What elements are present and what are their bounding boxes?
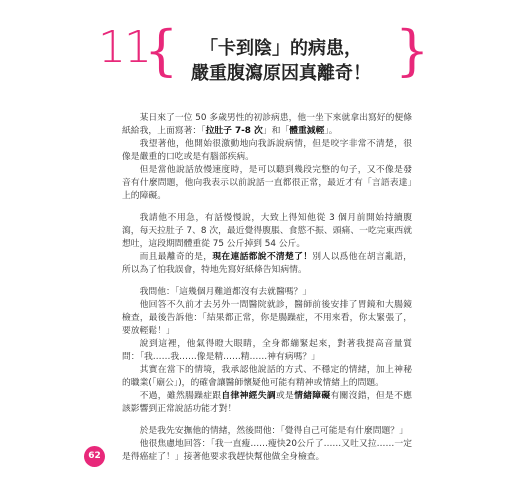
paragraph-10-text-e: 有關沒錯，但是不應該影響到正常說話功能才對！: [122, 391, 412, 414]
paragraph-4: 我請他不用急，有話慢慢說，大致上得知他從 3 個月前開始持續腹瀉，每天拉肚子 7、8 次，最近覺得腹脹、食慾不振、頭痛、一吃完東西就想吐，這段期間體重從 75 公斤掉到 54 公斤。: [122, 213, 412, 249]
paragraph-1-text-e: 」。: [324, 126, 338, 136]
paragraph-gap: [122, 277, 412, 286]
paragraph-10: [122, 390, 412, 416]
paragraph-9: 其實在當下的情境，我承認他說話的方式、不穩定的情緒，加上神秘的職業(「廟公」)，的確會讓醫師懷疑他可能有精神或情緒上的問題。: [122, 365, 412, 388]
chapter-number: 11: [98, 22, 150, 73]
paragraph-5-text-c: 別人以爲他在胡言亂語，所以為了怕我誤會，特地先寫好紙條告知病情。: [122, 252, 412, 275]
left-brace: {: [144, 19, 179, 82]
paragraph-2: 我望著他，他開始很激動地向我訴說病情，但是咬字非常不清楚，很像是嚴重的口吃或是有腦部疾病。: [122, 139, 412, 162]
paragraph-1: [122, 112, 412, 138]
highlight-emotional: 情緒障礙: [294, 391, 331, 401]
paragraph-5-text-a: 而且最離奇的是，: [139, 252, 213, 262]
page-number-badge: 62: [84, 446, 105, 467]
paragraph-11: 於是我先安撫他的情緒，然後問他：「覺得自己可能是有什麼問題？」: [139, 426, 408, 436]
chapter-header: [0, 0, 520, 100]
paragraph-8: 說到這裡，他氣得瞪大眼睛，全身都繃緊起來，對著我提高音量質問：「我……我……像是精……精……神有病嗎？」: [122, 339, 412, 362]
chapter-title-line-1: 「卡到陰」的病患，: [200, 38, 362, 59]
paragraph-6: 我問他：「這幾個月難道都沒有去就醫嗎？」: [139, 287, 312, 297]
paragraph-10-text-a: 不過，雖然腸躁症跟: [139, 391, 222, 401]
paragraph-7: 他回答不久前才去另外一間醫院就診，醫師前後安排了胃鏡和大腸鏡檢查，最後告訴他：「結果都正常，你是腸躁症，不用來看，你太緊張了，要放輕鬆！」: [122, 300, 412, 336]
chapter-title-line-2: 嚴重腹瀉原因真離奇！: [191, 63, 371, 84]
right-brace: }: [395, 19, 430, 82]
highlight-diarrhea: 拉肚子 7-8 次: [205, 126, 263, 136]
paragraph-10-text-c: 或是: [275, 391, 295, 401]
paragraph-1-text-c: 」和「: [262, 126, 290, 136]
body-text: [122, 112, 412, 464]
chapter-title: [166, 36, 396, 86]
paragraph-1-text-a: 某日來了一位 50 多歲男性的初診病患，他一坐下來就拿出寫好的便條紙給我，上面寫著：「: [122, 113, 412, 136]
highlight-speech: 現在連話都說不清楚了！: [212, 252, 313, 262]
paragraph-gap: [122, 203, 412, 212]
paragraph-3: 但是當他說話放慢速度時，是可以聽到幾段完整的句子，又不像是發音有什麼問題，他向我表示以前說話一直都很正常，最近才有「言語表達」上的障礙。: [122, 165, 412, 201]
paragraph-12: 他很焦慮地回答：「我一直瘦……瘦快20公斤了……又吐又拉……一定是得癌症了！」接著他要求我趕快幫他做全身檢查。: [122, 439, 412, 462]
paragraph-5: [122, 251, 412, 277]
highlight-weight-loss: 體重減輕: [289, 126, 325, 136]
highlight-autonomic: 自律神經失調: [221, 391, 276, 401]
paragraph-gap: [122, 416, 412, 425]
